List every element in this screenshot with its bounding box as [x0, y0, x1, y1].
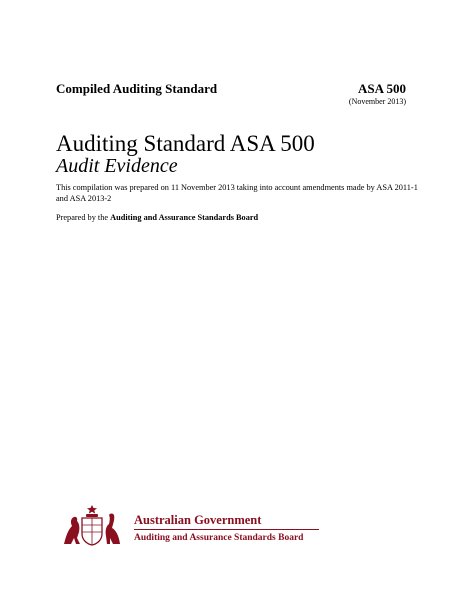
- edition-date: (November 2013): [348, 97, 406, 106]
- coat-of-arms-icon: [60, 504, 124, 548]
- prepared-by-org: Auditing and Assurance Standards Board: [110, 213, 259, 222]
- document-title: Auditing Standard ASA 500: [56, 131, 315, 156]
- board-name: Auditing and Assurance Standards Board: [134, 533, 304, 543]
- standard-series-label: Compiled Auditing Standard: [56, 81, 218, 96]
- compilation-note: This compilation was prepared on 11 November 2013 taking into account amendments made by ASA 2011-1 and ASA 2013-2: [56, 183, 418, 203]
- logo-divider: [134, 529, 319, 530]
- standard-code: ASA 500: [357, 81, 406, 96]
- prepared-by-line: [56, 212, 258, 223]
- government-logo: [60, 500, 320, 552]
- prepared-by-prefix: Prepared by the: [56, 213, 111, 222]
- government-name: Australian Government: [134, 513, 262, 527]
- document-subtitle: Audit Evidence: [56, 155, 178, 177]
